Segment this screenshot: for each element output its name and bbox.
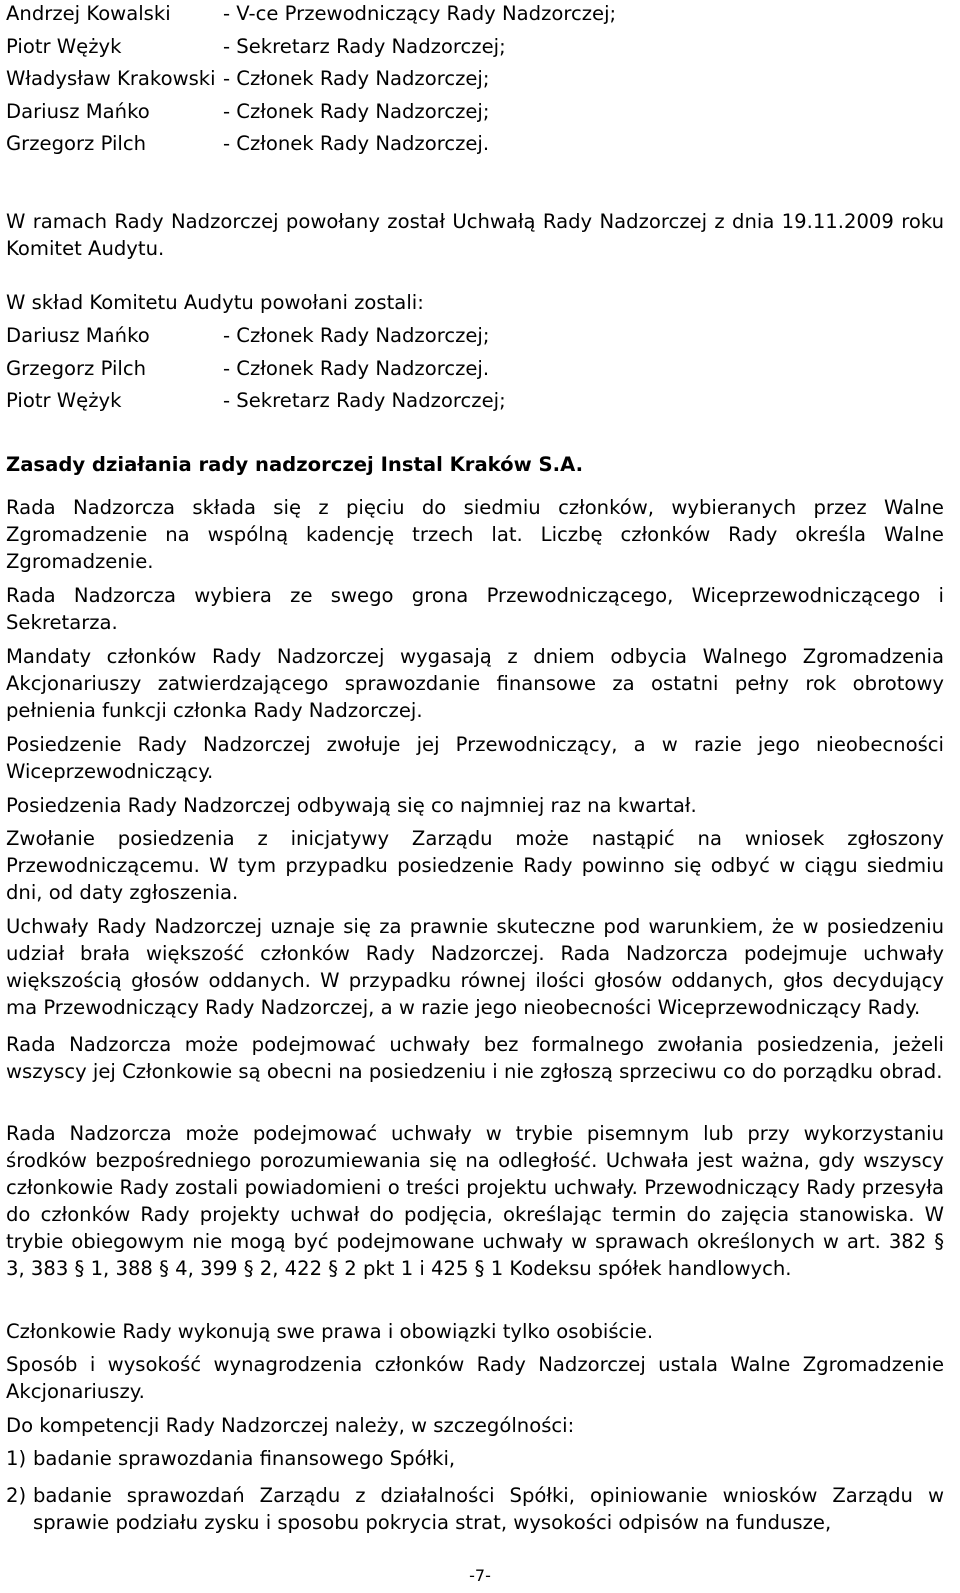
member-name: Dariusz Mańko bbox=[6, 324, 150, 347]
board-members-list bbox=[6, 0, 944, 163]
paragraph: Rada Nadzorcza wybiera ze swego grona Przewodniczącego, Wiceprzewodniczącego i Sekretarza. bbox=[6, 584, 944, 634]
paragraph: Mandaty członków Rady Nadzorczej wygasają z dniem odbycia Walnego Zgromadzenia Akcjonariuszy zatwierdzającego sprawozdanie finansowe za ostatni pełny rok obrotowy pełnienia funkcji członka Rady Nadzorczej. bbox=[6, 645, 944, 722]
list-item-number: 1) bbox=[6, 1447, 27, 1470]
audit-member-row bbox=[6, 322, 944, 355]
paragraph: Do kompetencji Rady Nadzorczej należy, w szczególności: bbox=[6, 1414, 575, 1437]
competence-list-item bbox=[6, 1445, 944, 1472]
audit-member-row bbox=[6, 387, 944, 420]
paragraph: Zwołanie posiedzenia z inicjatywy Zarządu może nastąpić na wniosek zgłoszony Przewodniczącemu. W tym przypadku posiedzenie Rady powinno się odbyć w ciągu siedmiu dni, od daty zgłoszenia. bbox=[6, 827, 944, 904]
member-name: Piotr Wężyk bbox=[6, 34, 122, 58]
member-role: - Członek Rady Nadzorczej; bbox=[223, 324, 490, 347]
member-name: Piotr Wężyk bbox=[6, 389, 122, 412]
audit-members-intro: W skład Komitetu Audytu powołani zostali: bbox=[6, 291, 424, 314]
member-name: Grzegorz Pilch bbox=[6, 132, 147, 155]
paragraph: Posiedzenia Rady Nadzorczej odbywają się co najmniej raz na kwartał. bbox=[6, 794, 697, 817]
member-role: - Członek Rady Nadzorczej; bbox=[223, 67, 490, 90]
paragraph: Posiedzenie Rady Nadzorczej zwołuje jej Przewodniczący, a w razie jego nieobecności Wiceprzewodniczący. bbox=[6, 733, 944, 783]
member-role: - Członek Rady Nadzorczej; bbox=[223, 99, 490, 123]
member-row bbox=[6, 98, 944, 131]
audit-members-list bbox=[6, 322, 944, 420]
paragraph: Uchwały Rady Nadzorczej uznaje się za prawnie skuteczne pod warunkiem, że w posiedzeniu udział brała większość członków Rady Nadzorczej. Rada Nadzorcza podejmuje uchwały większością głosów oddanych. W przypadku równej ilości głosów oddanych, głos decydujący ma Przewodniczący Rady Nadzorczej, a w razie jego nieobecności Wiceprzewodniczący Rady. bbox=[6, 915, 944, 1019]
page-number: -7- bbox=[469, 1566, 491, 1585]
paragraph: Rada Nadzorcza może podejmować uchwały w trybie pisemnym lub przy wykorzystaniu środków bezpośredniego porozumiewania się na odległość. Uchwała jest ważna, gdy wszyscy członkowie Rady zostali powiadomieni o treści projektu uchwały. Przewodniczący Rady przesyła do członków Rady projekty uchwał do podjęcia, określając termin do zajęcia stanowiska. W trybie obiegowym nie mogą być podejmowane uchwały w sprawach określonych w art. 382 § 3, 383 § 1, 388 § 4, 399 § 2, 422 § 2 pkt 1 i 425 § 1 Kodeksu spółek handlowych. bbox=[6, 1122, 944, 1280]
member-name: Grzegorz Pilch bbox=[6, 356, 147, 380]
member-role: - Członek Rady Nadzorczej. bbox=[223, 356, 490, 380]
paragraph: Członkowie Rady wykonują swe prawa i obowiązki tylko osobiście. bbox=[6, 1320, 654, 1343]
audit-intro-paragraph: W ramach Rady Nadzorczej powołany został Uchwałą Rady Nadzorczej z dnia 19.11.2009 roku Komitet Audytu. bbox=[6, 210, 944, 260]
member-role: - Sekretarz Rady Nadzorczej; bbox=[223, 34, 506, 58]
section-heading: Zasady działania rady nadzorczej Instal Kraków S.A. bbox=[6, 453, 584, 476]
audit-member-row bbox=[6, 355, 944, 388]
member-role: - V-ce Przewodniczący Rady Nadzorczej; bbox=[223, 2, 617, 25]
member-row bbox=[6, 130, 944, 163]
paragraph: Sposób i wysokość wynagrodzenia członków Rady Nadzorczej ustala Walne Zgromadzenie Akcjonariuszy. bbox=[6, 1353, 944, 1403]
member-row bbox=[6, 0, 944, 33]
member-row bbox=[6, 33, 944, 66]
member-role: - Sekretarz Rady Nadzorczej; bbox=[223, 389, 506, 412]
member-name: Dariusz Mańko bbox=[6, 99, 150, 123]
paragraph: Rada Nadzorcza składa się z pięciu do siedmiu członków, wybieranych przez Walne Zgromadzenie na wspólną kadencję trzech lat. Liczbę członków Rady określa Walne Zgromadzenie. bbox=[6, 496, 944, 573]
member-name: Andrzej Kowalski bbox=[6, 2, 171, 25]
member-row bbox=[6, 65, 944, 98]
member-name: Władysław Krakowski bbox=[6, 67, 216, 90]
competence-list-item bbox=[6, 1482, 944, 1536]
list-item-text: badanie sprawozdania finansowego Spółki, bbox=[33, 1447, 456, 1470]
list-item-number: 2) bbox=[6, 1484, 27, 1507]
list-item-text: badanie sprawozdań Zarządu z działalności Spółki, opiniowanie wniosków Zarządu w sprawie podziału zysku i sposobu pokrycia strat, wysokości odpisów na fundusze, bbox=[33, 1484, 944, 1534]
paragraph: Rada Nadzorcza może podejmować uchwały bez formalnego zwołania posiedzenia, jeżeli wszyscy jej Członkowie są obecni na posiedzeniu i nie zgłoszą sprzeciwu co do porządku obrad. bbox=[6, 1033, 944, 1083]
member-role: - Członek Rady Nadzorczej. bbox=[223, 132, 490, 155]
